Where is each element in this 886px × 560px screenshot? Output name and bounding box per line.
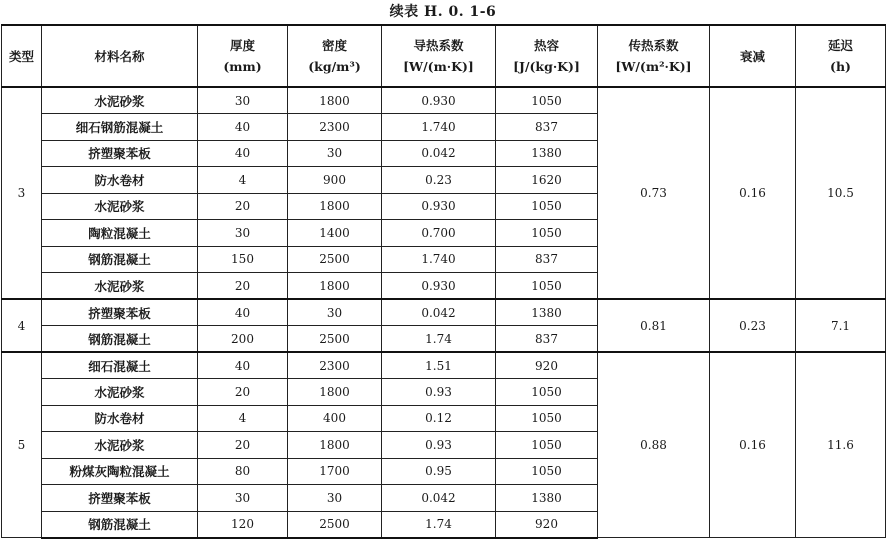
cell-thickness: 20 (198, 379, 288, 406)
cell-heat-capacity: 1050 (496, 458, 598, 485)
cell-density: 1800 (288, 379, 382, 406)
cell-transfer: 0.88 (598, 352, 710, 538)
cell-conductivity: 1.74 (382, 326, 496, 353)
cell-thickness: 30 (198, 485, 288, 512)
cell-material-name: 细石混凝土 (42, 352, 198, 379)
cell-material-name: 钢筋混凝土 (42, 326, 198, 353)
header-material: 材料名称 (42, 25, 198, 87)
cell-heat-capacity: 1380 (496, 299, 598, 326)
cell-heat-capacity: 1050 (496, 273, 598, 300)
cell-conductivity: 0.930 (382, 87, 496, 114)
cell-density: 2300 (288, 114, 382, 141)
cell-density: 400 (288, 405, 382, 432)
cell-conductivity: 1.740 (382, 114, 496, 141)
cell-material-name: 水泥砂浆 (42, 432, 198, 459)
cell-heat-capacity: 1620 (496, 167, 598, 194)
table-body (2, 87, 886, 538)
cell-conductivity: 0.23 (382, 167, 496, 194)
cell-heat-capacity: 1050 (496, 193, 598, 220)
cell-conductivity: 0.93 (382, 432, 496, 459)
cell-attenuation: 0.16 (710, 87, 796, 299)
header-conductivity-label: 导热系数 (413, 38, 464, 53)
cell-conductivity: 0.042 (382, 299, 496, 326)
table-row (2, 87, 886, 114)
header-type: 类型 (2, 25, 42, 87)
cell-density: 30 (288, 140, 382, 167)
cell-density: 2300 (288, 352, 382, 379)
cell-conductivity: 0.042 (382, 485, 496, 512)
header-density (288, 25, 382, 87)
cell-density: 1800 (288, 87, 382, 114)
table-row (2, 352, 886, 379)
cell-material-name: 细石钢筋混凝土 (42, 114, 198, 141)
table-caption: 续表 H. 0. 1-6 (389, 4, 497, 20)
cell-heat-capacity: 1050 (496, 432, 598, 459)
cell-density: 2500 (288, 511, 382, 538)
header-thickness-label: 厚度 (229, 38, 255, 53)
cell-density: 2500 (288, 326, 382, 353)
cell-attenuation: 0.16 (710, 352, 796, 538)
cell-heat-capacity: 1050 (496, 405, 598, 432)
header-delay-unit: (h) (830, 59, 851, 74)
cell-material-name: 水泥砂浆 (42, 193, 198, 220)
cell-thickness: 40 (198, 352, 288, 379)
cell-material-name: 挤塑聚苯板 (42, 299, 198, 326)
cell-density: 2500 (288, 246, 382, 273)
cell-thickness: 40 (198, 114, 288, 141)
cell-material-name: 钢筋混凝土 (42, 511, 198, 538)
header-transfer-unit: [W/(m²·K)] (615, 59, 692, 74)
cell-thickness: 80 (198, 458, 288, 485)
cell-density: 30 (288, 299, 382, 326)
header-delay (796, 25, 886, 87)
header-thickness (198, 25, 288, 87)
cell-conductivity: 0.930 (382, 273, 496, 300)
header-conductivity (382, 25, 496, 87)
cell-density: 1800 (288, 193, 382, 220)
cell-thickness: 4 (198, 405, 288, 432)
cell-density: 900 (288, 167, 382, 194)
cell-material-name: 挤塑聚苯板 (42, 140, 198, 167)
cell-thickness: 30 (198, 220, 288, 247)
cell-conductivity: 0.930 (382, 193, 496, 220)
cell-thickness: 4 (198, 167, 288, 194)
header-transfer (598, 25, 710, 87)
cell-material-name: 防水卷材 (42, 167, 198, 194)
header-thickness-unit: (mm) (223, 59, 262, 74)
cell-thickness: 150 (198, 246, 288, 273)
cell-thickness: 20 (198, 432, 288, 459)
cell-material-name: 挤塑聚苯板 (42, 485, 198, 512)
cell-heat-capacity: 1380 (496, 485, 598, 512)
cell-density: 1400 (288, 220, 382, 247)
cell-material-name: 陶粒混凝土 (42, 220, 198, 247)
cell-type: 5 (2, 352, 42, 538)
cell-conductivity: 1.51 (382, 352, 496, 379)
cell-material-name: 水泥砂浆 (42, 273, 198, 300)
cell-delay: 11.6 (796, 352, 886, 538)
header-row (2, 25, 886, 87)
cell-material-name: 水泥砂浆 (42, 379, 198, 406)
cell-thickness: 40 (198, 140, 288, 167)
cell-heat-capacity: 920 (496, 511, 598, 538)
cell-transfer: 0.73 (598, 87, 710, 299)
header-heat-capacity (496, 25, 598, 87)
cell-heat-capacity: 1380 (496, 140, 598, 167)
cell-conductivity: 1.74 (382, 511, 496, 538)
cell-thickness: 200 (198, 326, 288, 353)
cell-material-name: 钢筋混凝土 (42, 246, 198, 273)
cell-heat-capacity: 1050 (496, 220, 598, 247)
header-density-unit: (kg/m³) (308, 59, 361, 74)
cell-heat-capacity: 920 (496, 352, 598, 379)
cell-density: 1800 (288, 432, 382, 459)
cell-type: 4 (2, 299, 42, 352)
cell-thickness: 120 (198, 511, 288, 538)
cell-heat-capacity: 837 (496, 326, 598, 353)
cell-attenuation: 0.23 (710, 299, 796, 352)
cell-density: 1700 (288, 458, 382, 485)
cell-density: 1800 (288, 273, 382, 300)
cell-material-name: 粉煤灰陶粒混凝土 (42, 458, 198, 485)
cell-heat-capacity: 837 (496, 114, 598, 141)
cell-heat-capacity: 837 (496, 246, 598, 273)
thermal-properties-table (1, 24, 886, 539)
cell-conductivity: 0.12 (382, 405, 496, 432)
table-row (2, 299, 886, 326)
header-density-label: 密度 (321, 38, 347, 53)
cell-material-name: 水泥砂浆 (42, 87, 198, 114)
cell-conductivity: 0.700 (382, 220, 496, 247)
cell-conductivity: 0.93 (382, 379, 496, 406)
cell-material-name: 防水卷材 (42, 405, 198, 432)
cell-delay: 7.1 (796, 299, 886, 352)
cell-transfer: 0.81 (598, 299, 710, 352)
cell-conductivity: 0.95 (382, 458, 496, 485)
header-conductivity-unit: [W/(m·K)] (403, 59, 474, 74)
header-transfer-label: 传热系数 (628, 38, 679, 53)
cell-heat-capacity: 1050 (496, 379, 598, 406)
cell-delay: 10.5 (796, 87, 886, 299)
table-container (1, 24, 886, 539)
cell-conductivity: 0.042 (382, 140, 496, 167)
cell-thickness: 30 (198, 87, 288, 114)
header-attenuation: 衰减 (710, 25, 796, 87)
cell-type: 3 (2, 87, 42, 299)
cell-thickness: 20 (198, 193, 288, 220)
cell-conductivity: 1.740 (382, 246, 496, 273)
cell-thickness: 20 (198, 273, 288, 300)
header-delay-label: 延迟 (827, 38, 853, 53)
cell-heat-capacity: 1050 (496, 87, 598, 114)
header-heat-capacity-label: 热容 (533, 38, 559, 53)
header-heat-capacity-unit: [J/(kg·K)] (513, 59, 580, 74)
cell-thickness: 40 (198, 299, 288, 326)
cell-density: 30 (288, 485, 382, 512)
